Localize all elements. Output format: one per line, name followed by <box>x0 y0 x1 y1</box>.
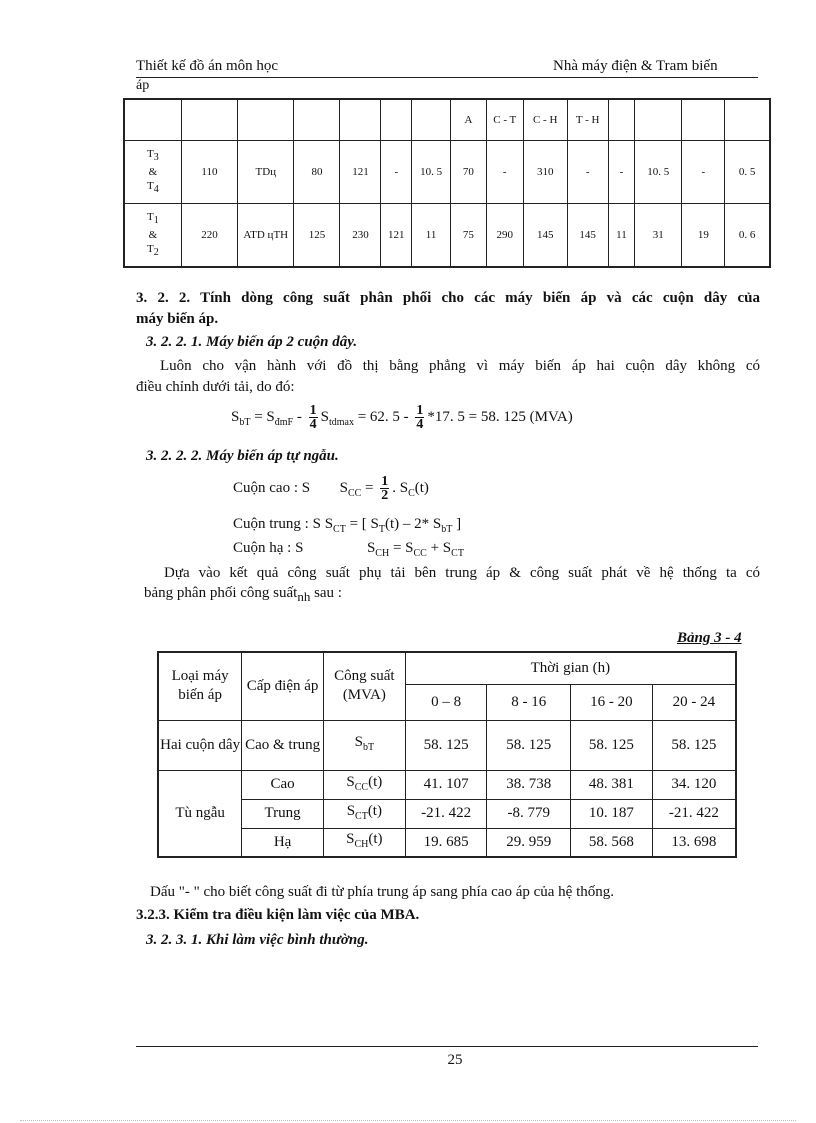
table-cell: 75 <box>451 204 487 268</box>
table-row <box>124 204 770 268</box>
transformer-params-table <box>123 98 771 268</box>
footer-rule <box>136 1046 758 1047</box>
table-row <box>124 99 770 141</box>
value-cell: 34. 120 <box>652 770 736 799</box>
section-title-3221: 3. 2. 2. 1. Máy biến áp 2 cuộn dây. <box>146 334 358 350</box>
table-cell: 145 <box>567 204 608 268</box>
formula-cuon-trung: Cuộn trung : S $S_{CT}$ = [ $S_T(t) - 2*$ $S_{bT}$ ] <box>233 516 462 535</box>
table-caption: Bảng 3 - 4 <box>677 630 742 646</box>
value-cell: 10. 187 <box>571 799 653 828</box>
period-header: 20 - 24 <box>652 684 736 720</box>
value-cell: 48. 381 <box>571 770 653 799</box>
fraction-half: $\frac{1}{2}$ <box>381 474 389 503</box>
table-cell <box>238 99 294 141</box>
header-rule <box>136 77 758 78</box>
table-row <box>158 720 736 770</box>
symbol-cell: $S_{bT}$ <box>323 720 405 770</box>
table-cell: 290 <box>486 204 523 268</box>
table-cell: 121 <box>381 204 412 268</box>
period-header: 16 - 20 <box>571 684 653 720</box>
period-header: 0 – 8 <box>405 684 487 720</box>
table-cell <box>635 99 682 141</box>
table-cell: - <box>486 141 523 204</box>
header-loai: Loại máy biến áp <box>158 652 242 720</box>
table-cell: 0. 6 <box>725 204 770 268</box>
table-row <box>158 799 736 828</box>
table-cell: 11 <box>608 204 635 268</box>
transformer-name-cell: $T_3$ & $T_4$ <box>124 141 181 204</box>
paragraph-3221-line1: Luôn cho vận hành với đồ thị bằng phẳng vì máy biến áp hai cuộn dây không có <box>160 358 760 374</box>
value-cell: 58. 125 <box>571 720 653 770</box>
level-cell: Hạ <box>242 828 324 857</box>
header-left: Thiết kế đồ án môn học <box>136 58 279 74</box>
group-cell: Hai cuộn dây <box>158 720 242 770</box>
table-row <box>158 828 736 857</box>
value-cell: 38. 738 <box>487 770 571 799</box>
table-cell: 80 <box>294 141 340 204</box>
section-title-3222: 3. 2. 2. 2. Máy biến áp tự ngẫu. <box>146 448 339 464</box>
table-row <box>124 141 770 204</box>
table-cell: 10. 5 <box>412 141 451 204</box>
power-distribution-table <box>157 651 737 858</box>
table-cell: 145 <box>523 204 567 268</box>
table-cell <box>682 99 725 141</box>
value-cell: 29. 959 <box>487 828 571 857</box>
table-cell <box>381 99 412 141</box>
table-cell: 70 <box>451 141 487 204</box>
note-sign: Dấu "- " cho biết công suất đi từ phía trung áp sang phía cao áp của hệ thống. <box>150 884 614 900</box>
value-cell: 58. 568 <box>571 828 653 857</box>
table-cell: - <box>381 141 412 204</box>
value-cell: 58. 125 <box>405 720 487 770</box>
value-cell: -21. 422 <box>652 799 736 828</box>
formula-cuon-cao: Cuộn cao : S $S_{CC}$ = $\frac{1}{2}$ . $S_C(t)$ <box>233 474 429 503</box>
table-cell: A <box>451 99 487 141</box>
table-cell: T - H <box>567 99 608 141</box>
value-cell: 19. 685 <box>405 828 487 857</box>
header-cong-suat: Công suất (MVA) <box>323 652 405 720</box>
page-bottom-edge <box>20 1120 796 1121</box>
symbol-cell: $S_{CH}(t)$ <box>323 828 405 857</box>
value-cell: 13. 698 <box>652 828 736 857</box>
table-cell: 19 <box>682 204 725 268</box>
table-cell: 230 <box>340 204 381 268</box>
table-row <box>158 770 736 799</box>
paragraph-dua-vao-line2: bảng phân phối công suất$_{nh}$ sau : <box>144 585 342 604</box>
section-title-322-cont: máy biến áp. <box>136 311 219 327</box>
table-cell: 310 <box>523 141 567 204</box>
table-cell <box>340 99 381 141</box>
value-cell: -8. 779 <box>487 799 571 828</box>
level-cell: Trung <box>242 799 324 828</box>
table-cell: TDц <box>238 141 294 204</box>
table-cell: C - H <box>523 99 567 141</box>
table-cell: 10. 5 <box>635 141 682 204</box>
table-cell <box>181 99 237 141</box>
table-row <box>158 652 736 684</box>
symbol-cell: $S_{CT}(t)$ <box>323 799 405 828</box>
table-cell <box>608 99 635 141</box>
period-header: 8 - 16 <box>487 684 571 720</box>
header-right: Nhà máy điện & Tram biến <box>553 58 718 74</box>
section-title-322: 3. 2. 2. Tính dòng công suất phân phối cho các máy biến áp và các cuộn dây của <box>136 290 760 306</box>
table-cell: 220 <box>181 204 237 268</box>
table-cell: - <box>567 141 608 204</box>
section-title-3231: 3. 2. 3. 1. Khi làm việc bình thường. <box>146 932 369 948</box>
table-cell <box>294 99 340 141</box>
header-wrap: áp <box>136 78 150 93</box>
fraction-quarter: $\frac{1}{4}$ <box>309 403 317 432</box>
header-cap: Cấp điện áp <box>242 652 324 720</box>
value-cell: 58. 125 <box>487 720 571 770</box>
table-cell: 0. 5 <box>725 141 770 204</box>
paragraph-dua-vao-line1: Dựa vào kết quả công suất phụ tải bên trung áp & công suất phát về hệ thống ta có <box>164 565 760 581</box>
value-cell: -21. 422 <box>405 799 487 828</box>
table-cell: C - T <box>486 99 523 141</box>
section-title-323: 3.2.3. Kiểm tra điều kiện làm việc của MBA. <box>136 907 420 923</box>
value-cell: 41. 107 <box>405 770 487 799</box>
table-cell <box>412 99 451 141</box>
table-cell: - <box>682 141 725 204</box>
group-cell: Tù ngẫu <box>158 770 242 857</box>
level-cell: Cao & trung <box>242 720 324 770</box>
fraction-quarter-2: $\frac{1}{4}$ <box>416 403 424 432</box>
table-cell: 11 <box>412 204 451 268</box>
table-cell: 121 <box>340 141 381 204</box>
level-cell: Cao <box>242 770 324 799</box>
table-cell: ATD цTH <box>238 204 294 268</box>
table-cell <box>725 99 770 141</box>
value-cell: 58. 125 <box>652 720 736 770</box>
table-cell: 31 <box>635 204 682 268</box>
table-cell <box>124 99 181 141</box>
table-cell: 110 <box>181 141 237 204</box>
table-cell: - <box>608 141 635 204</box>
transformer-name-cell: $T_1$ & $T_2$ <box>124 204 181 268</box>
symbol-cell: $S_{CC}(t)$ <box>323 770 405 799</box>
formula-sbt: $S_{bT} = S_{đmF}$ - $\frac{1}{4}$ $S_{tdmax} = 62$. 5 - $\frac{1}{4}$ *17. 5 = 58. 125 (MVA) <box>231 403 573 432</box>
formula-cuon-ha: Cuộn hạ : S $S_{CH} = S_{CC} + S_{CT}$ <box>233 540 464 559</box>
header-thoi-gian: Thời gian (h) <box>405 652 736 684</box>
paragraph-3221-line2: điều chỉnh dưới tải, do đó: <box>136 379 295 395</box>
table-cell: 125 <box>294 204 340 268</box>
page-number: 25 <box>447 1052 463 1068</box>
